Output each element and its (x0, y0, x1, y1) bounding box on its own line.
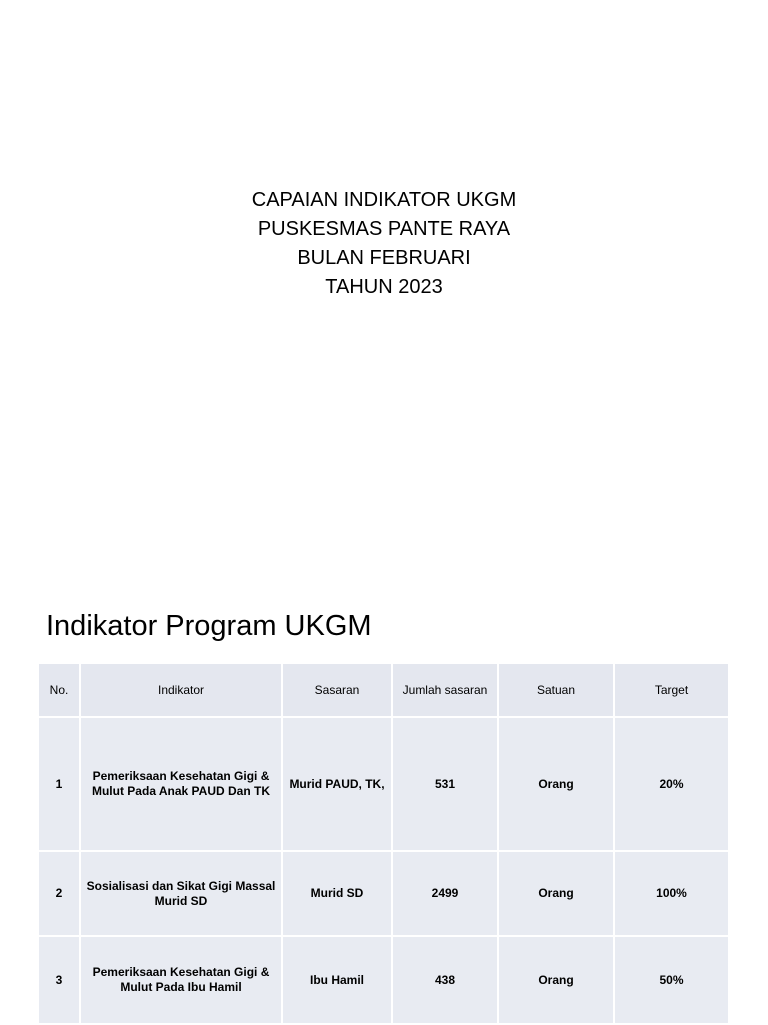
cell-no: 3 (39, 936, 80, 1024)
header-target: Target (614, 664, 729, 717)
cell-no: 1 (39, 717, 80, 851)
cell-sasaran: Murid PAUD, TK, (282, 717, 392, 851)
cell-indikator: Pemeriksaan Kesehatan Gigi & Mulut Pada Ibu Hamil (80, 936, 282, 1024)
header-jumlah-sasaran: Jumlah sasaran (392, 664, 498, 717)
cell-satuan: Orang (498, 717, 614, 851)
indicator-table (39, 664, 730, 1025)
cell-sasaran: Ibu Hamil (282, 936, 392, 1024)
cell-jumlah-sasaran: 531 (392, 717, 498, 851)
cell-target: 20% (614, 717, 729, 851)
table-row (39, 717, 729, 851)
cell-satuan: Orang (498, 851, 614, 936)
header-no: No. (39, 664, 80, 717)
header-satuan: Satuan (498, 664, 614, 717)
slide-title (0, 186, 768, 302)
cell-indikator: Pemeriksaan Kesehatan Gigi & Mulut Pada Anak PAUD Dan TK (80, 717, 282, 851)
title-line-1: CAPAIAN INDIKATOR UKGM (251, 189, 517, 211)
cell-jumlah-sasaran: 438 (392, 936, 498, 1024)
title-line-3: BULAN FEBRUARI (297, 247, 471, 269)
cell-indikator: Sosialisasi dan Sikat Gigi Massal Murid SD (80, 851, 282, 936)
cell-target: 100% (614, 851, 729, 936)
title-line-2: PUSKESMAS PANTE RAYA (257, 218, 511, 240)
header-sasaran: Sasaran (282, 664, 392, 717)
cell-no: 2 (39, 851, 80, 936)
header-indikator: Indikator (80, 664, 282, 717)
cell-satuan: Orang (498, 936, 614, 1024)
table-header-row (39, 664, 729, 717)
title-line-4: TAHUN 2023 (325, 276, 443, 298)
table-row (39, 851, 729, 936)
cell-target: 50% (614, 936, 729, 1024)
indicator-slide-title: Indikator Program UKGM (46, 610, 372, 642)
cell-jumlah-sasaran: 2499 (392, 851, 498, 936)
cell-sasaran: Murid SD (282, 851, 392, 936)
indicator-slide (0, 576, 768, 1024)
table-row (39, 936, 729, 1024)
